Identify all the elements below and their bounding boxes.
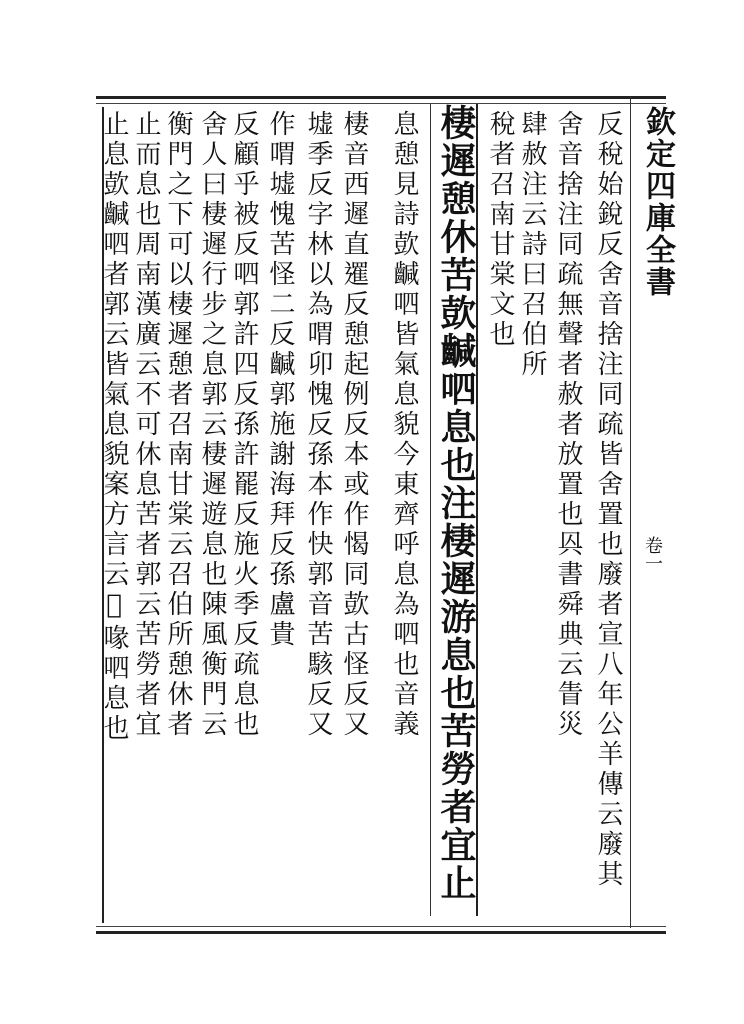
text-column-13: 止息㰻䶢呬者郭云皆氣息貌案方言云𢠒喙呬息也 (99, 110, 129, 744)
bottom-double-rule (96, 926, 666, 927)
text-column-4: 稅者召南甘棠文也 (485, 110, 515, 350)
top-double-rule (96, 103, 666, 104)
text-column-3: 肆赦注云詩曰召伯所 (517, 110, 547, 380)
text-column-10: 舍人曰棲遲行步之息郭云棲遲遊息也陳風衡門云 (197, 110, 227, 740)
book-title: 欽定四庫全書 (640, 106, 675, 298)
volume-label: 卷一 (642, 536, 663, 572)
text-column-2: 舍音捨注同疏無聲者赦者放置也㒷書舜典云眚災 (553, 110, 583, 740)
text-column-11: 衡門之下可以棲遲憩者召南甘棠云召伯所憩休者 (163, 110, 193, 740)
text-column-9: 反顧乎被反呬郭許四反孫許罷反施火季反疏息也 (229, 110, 259, 740)
text-column-8: 作喟墟愧苦怪二反䶢郭施謝海拜反孫盧貴 (265, 110, 295, 650)
text-column-5: 息憩見詩㰻䶢呬皆氣息貌今東齊呼息為呬也音義 (389, 110, 419, 740)
page-gutter (630, 96, 675, 928)
text-column-1: 反稅始銳反舍音捨注同疏皆舍置也廢者宣八年公羊傳云廢其 (593, 110, 623, 890)
text-column-6: 棲音西遲直𨗴反憩起例反本或作愒同㰻古怪反又 (339, 110, 369, 740)
main-text-column-1: 棲遲憩休苦㰻䶢呬息也注棲遲游息也苦勞者宜止 (435, 104, 477, 902)
column-separator (430, 104, 431, 916)
text-column-7: 墟季反字林以為喟卯愧反孫本作快郭音苦駭反又 (303, 110, 333, 740)
text-column-12: 止而息也周南漢廣云不可休息苦者郭云苦勞者宜 (131, 110, 161, 740)
